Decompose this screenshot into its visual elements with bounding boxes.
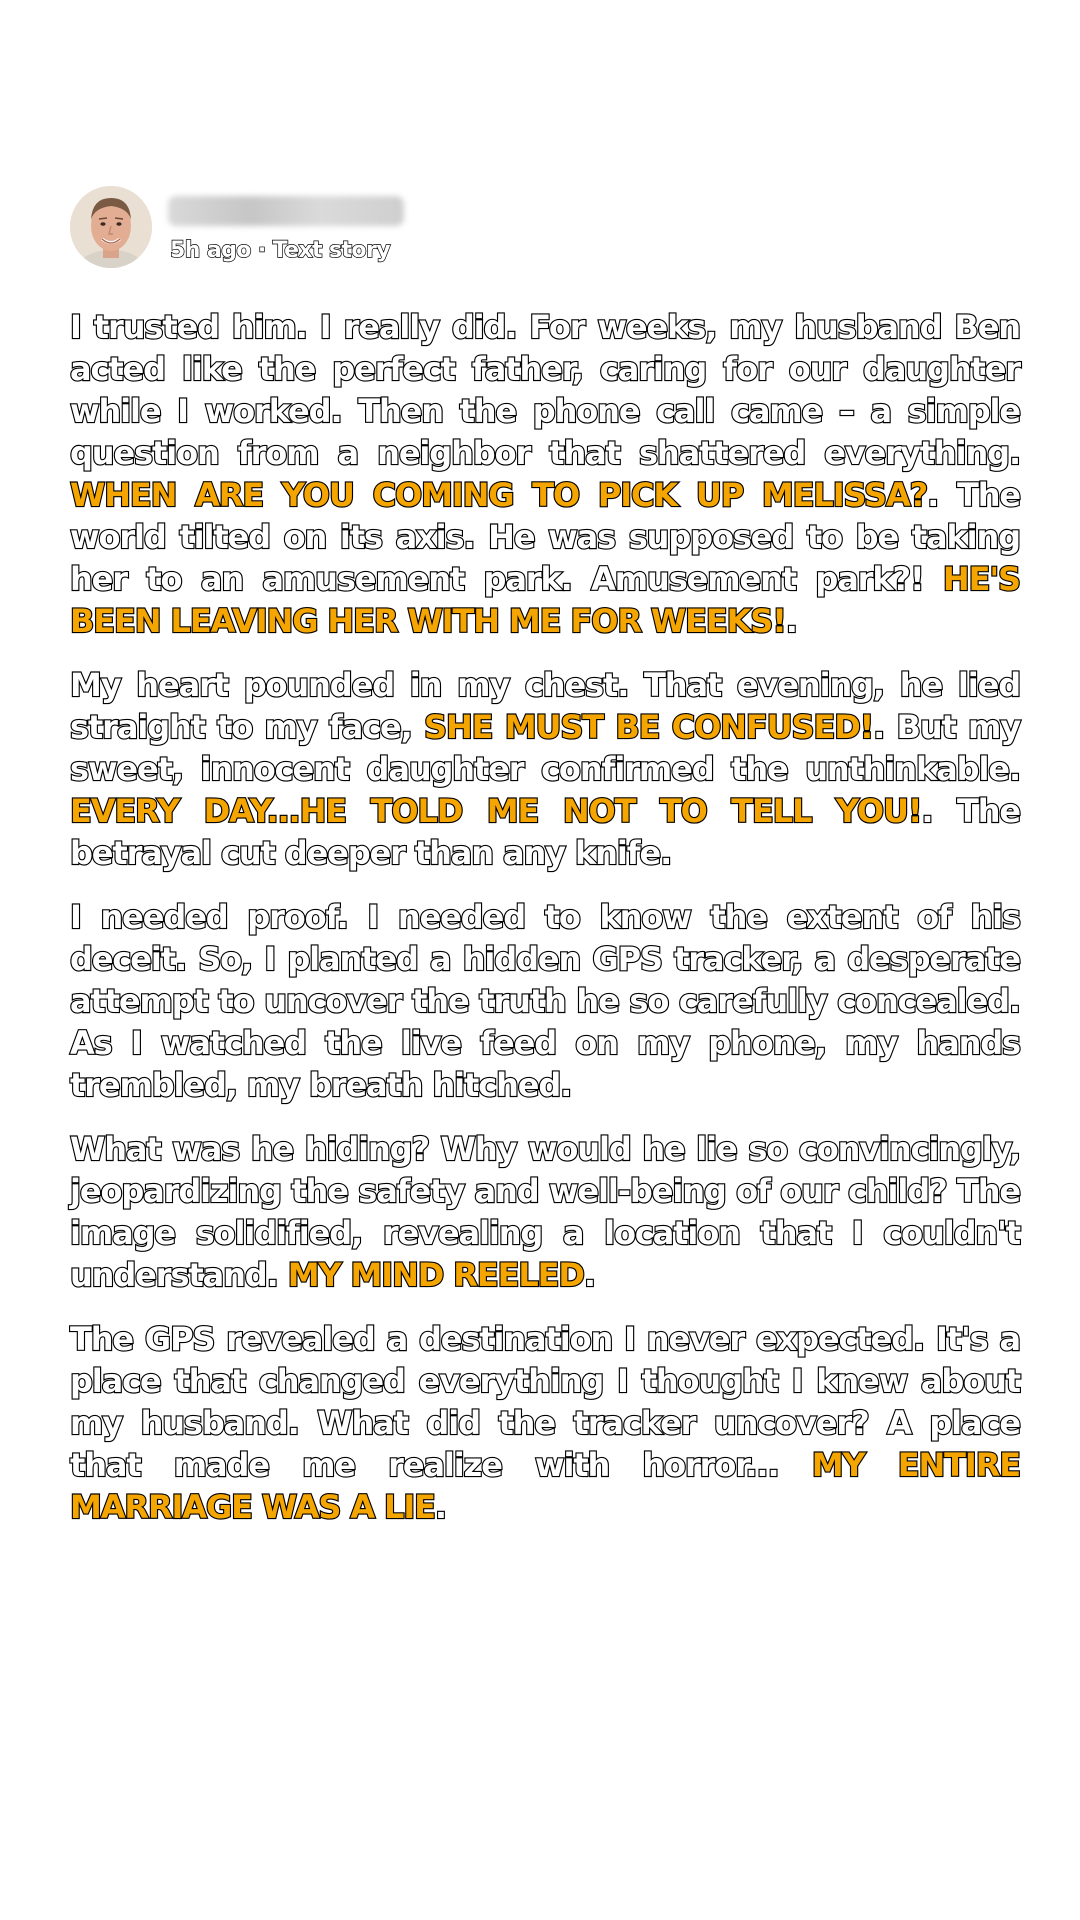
- highlight-text: EVERY DAY...HE TOLD ME NOT TO TELL YOU!: [70, 792, 922, 830]
- story-paragraph-4: [70, 1128, 1020, 1296]
- story-paragraph-2: [70, 664, 1020, 874]
- story-paragraph-3: [70, 896, 1020, 1106]
- story-text: .: [583, 1256, 595, 1294]
- story-text: .: [785, 602, 797, 640]
- story-text: What was he hiding? Why would he lie so convincingly, jeopardizing the safety and well-being of our child? The image solidified, revealing a location that I couldn't understand.: [70, 1130, 1020, 1294]
- avatar[interactable]: [70, 186, 152, 268]
- highlight-text: HE'S BEEN LEAVING HER WITH ME FOR WEEKS!: [70, 560, 1020, 640]
- story-text: .: [434, 1488, 446, 1526]
- story-text: My heart pounded in my chest. That evening, he lied straight to my face,: [70, 666, 1020, 746]
- story-text: I needed proof. I needed to know the extent of his deceit. So, I planted a hidden GPS tracker, a desperate attempt to uncover the truth he so carefully concealed. As I watched the live feed on my phone, my hands trembled, my breath hitched.: [70, 898, 1020, 1104]
- story-body: [70, 306, 1020, 1550]
- post-type: Text story: [272, 238, 390, 263]
- highlight-text: WHEN ARE YOU COMING TO PICK UP MELISSA?: [70, 476, 928, 514]
- story-text: The GPS revealed a destination I never expected. It's a place that changed everything I thought I knew about my husband. What did the tracker uncover? A place that made me realize with horror...: [70, 1320, 1020, 1484]
- profile-photo-icon: [70, 186, 152, 268]
- post-meta: [170, 238, 390, 263]
- story-text: . The betrayal cut deeper than any knife.: [70, 792, 1020, 872]
- post-header: [70, 186, 970, 270]
- story-paragraph-1: [70, 306, 1020, 642]
- meta-separator: ·: [257, 238, 266, 263]
- highlight-text: MY ENTIRE MARRIAGE WAS A LIE: [70, 1446, 1020, 1526]
- highlight-text: SHE MUST BE CONFUSED!: [424, 708, 874, 746]
- story-text: I trusted him. I really did. For weeks, my husband Ben acted like the perfect father, caring for our daughter while I worked. Then the phone call came – a simple question from a neighbor that shattered everything.: [70, 308, 1020, 472]
- highlight-text: MY MIND REELED: [287, 1256, 584, 1294]
- username-blurred[interactable]: [168, 196, 404, 226]
- post-time: 5h ago: [170, 238, 251, 263]
- story-paragraph-5: [70, 1318, 1020, 1528]
- story-text: . The world tilted on its axis. He was supposed to be taking her to an amusement park. Amusement park?!: [70, 476, 1020, 598]
- story-text: . But my sweet, innocent daughter confirmed the unthinkable.: [70, 708, 1021, 788]
